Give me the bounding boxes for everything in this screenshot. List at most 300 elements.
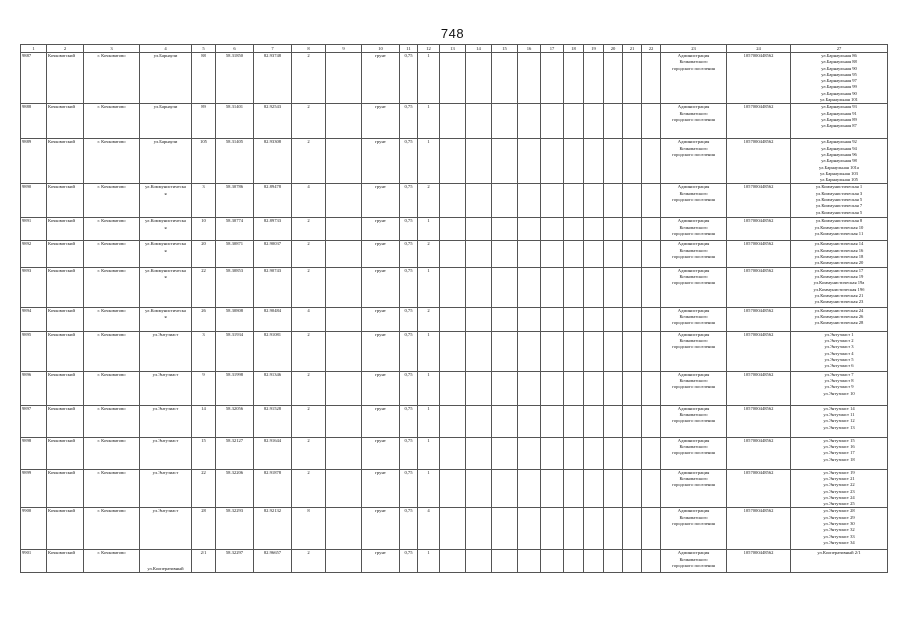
cell-c9 bbox=[326, 218, 362, 241]
cell-line: Кочковатского bbox=[679, 224, 708, 230]
cell-line: Администрация bbox=[677, 550, 710, 556]
cell-c11: 0,75 bbox=[400, 184, 418, 218]
cell-c23 bbox=[661, 331, 727, 371]
cell-c17 bbox=[541, 331, 564, 371]
cell-c2: Кочковатский bbox=[47, 267, 84, 307]
cell-c9 bbox=[326, 550, 362, 573]
cell-c4: ул.Энтузиаст bbox=[140, 331, 192, 371]
cell-line: городского поселения bbox=[672, 280, 715, 286]
cell-c15 bbox=[492, 104, 518, 139]
table-row bbox=[21, 371, 888, 405]
cell-c13 bbox=[440, 139, 466, 184]
cell-c7: 82.93748 bbox=[254, 53, 292, 104]
cell-c16 bbox=[518, 307, 541, 331]
cell-c1: 9891 bbox=[21, 218, 47, 241]
cell-c20 bbox=[604, 405, 623, 437]
cell-c9 bbox=[326, 469, 362, 508]
cell-c24: 1057000448562 bbox=[727, 469, 791, 508]
cell-c24: 1057000448562 bbox=[727, 218, 791, 241]
table-row bbox=[21, 218, 888, 241]
cell-c11: 0,75 bbox=[400, 104, 418, 139]
cell-c22 bbox=[642, 307, 661, 331]
cell-c22 bbox=[642, 405, 661, 437]
table-row bbox=[21, 331, 888, 371]
cell-line: ул.Барнаульная 90 bbox=[821, 65, 857, 71]
cell-c10: грунт bbox=[362, 267, 400, 307]
cell-c23 bbox=[661, 508, 727, 550]
cell-c16 bbox=[518, 437, 541, 469]
cell-c19 bbox=[584, 241, 604, 267]
table-row bbox=[21, 184, 888, 218]
cell-c5: 10 bbox=[192, 218, 216, 241]
cell-c19 bbox=[584, 218, 604, 241]
cell-c5: 89 bbox=[192, 104, 216, 139]
cell-c12: 1 bbox=[418, 139, 440, 184]
cell-c6: 58.30853 bbox=[216, 267, 254, 307]
cell-c18 bbox=[564, 405, 584, 437]
cell-c13 bbox=[440, 104, 466, 139]
cell-c27 bbox=[791, 53, 888, 104]
cell-line: ул.Энтузиаст 21 bbox=[823, 475, 855, 481]
cell-line: ул.Барнаульная 92 bbox=[821, 139, 857, 145]
cell-c10: грунт bbox=[362, 307, 400, 331]
cell-c9 bbox=[326, 267, 362, 307]
cell-c24: 1057000448562 bbox=[727, 550, 791, 573]
cell-line: Кочковатского bbox=[679, 411, 708, 417]
cell-line: ул.Коммунистическая 5 bbox=[815, 197, 863, 203]
table-row bbox=[21, 307, 888, 331]
cell-line: ул.Энтузиаст 34 bbox=[823, 539, 855, 545]
cell-c20 bbox=[604, 184, 623, 218]
cell-c5: 20 bbox=[192, 241, 216, 267]
cell-c13 bbox=[440, 550, 466, 573]
cell-c14 bbox=[466, 53, 492, 104]
cell-line: ул.Коммунистическа bbox=[145, 307, 186, 313]
table-row bbox=[21, 267, 888, 307]
cell-c17 bbox=[541, 405, 564, 437]
cell-c19 bbox=[584, 508, 604, 550]
cell-c19 bbox=[584, 405, 604, 437]
cell-line: ул.Энтузиаст 14 bbox=[823, 405, 855, 411]
cell-c2: Кочковатский bbox=[47, 307, 84, 331]
cell-c5: 88 bbox=[192, 53, 216, 104]
cell-c18 bbox=[564, 307, 584, 331]
cell-c4 bbox=[140, 307, 192, 331]
cell-c4: ул.Энтузиаст bbox=[140, 437, 192, 469]
cell-c3: г. Кочковатово bbox=[84, 405, 140, 437]
cell-c16 bbox=[518, 331, 541, 371]
cell-c17 bbox=[541, 371, 564, 405]
cell-line: ул.Барнаульная 89 bbox=[821, 116, 857, 122]
cell-c14 bbox=[466, 218, 492, 241]
cell-c19 bbox=[584, 184, 604, 218]
cell-line: ул.Энтузиаст 7 bbox=[824, 371, 854, 377]
cell-c14 bbox=[466, 267, 492, 307]
cell-c12: 2 bbox=[418, 241, 440, 267]
cell-line: ул.Коммунистическая 24 bbox=[814, 307, 864, 313]
cell-c24: 1057000448562 bbox=[727, 241, 791, 267]
cell-c23 bbox=[661, 104, 727, 139]
column-header: 13 bbox=[440, 45, 466, 53]
column-header: 22 bbox=[642, 45, 661, 53]
cell-c11: 0,75 bbox=[400, 371, 418, 405]
cell-c2: Кочковатский bbox=[47, 139, 84, 184]
cell-line: городского поселения bbox=[672, 320, 715, 326]
cell-c27 bbox=[791, 267, 888, 307]
cell-c8: 2 bbox=[292, 218, 326, 241]
cell-c1: 9895 bbox=[21, 331, 47, 371]
column-header: 18 bbox=[564, 45, 584, 53]
cell-c1: 9890 bbox=[21, 184, 47, 218]
cell-line: ул.Энтузиаст 5 bbox=[824, 356, 854, 362]
cell-c15 bbox=[492, 53, 518, 104]
cell-line: ул.Энтузиаст 15 bbox=[823, 437, 855, 443]
column-header: 17 bbox=[541, 45, 564, 53]
cell-c27 bbox=[791, 184, 888, 218]
cell-line: ул.Коммунистическая 19б bbox=[813, 286, 865, 292]
cell-c20 bbox=[604, 469, 623, 508]
cell-line: ул.Энтузиаст 28 bbox=[823, 508, 855, 514]
cell-line: ул.Энтузиаст 19 bbox=[823, 469, 855, 475]
cell-c20 bbox=[604, 437, 623, 469]
cell-c11: 0,75 bbox=[400, 469, 418, 508]
cell-c24: 1057000448562 bbox=[727, 437, 791, 469]
cell-line: ул.Энтузиаст 11 bbox=[823, 411, 855, 417]
cell-c10: грунт bbox=[362, 550, 400, 573]
cell-line: ул.Коммунистическая 7 bbox=[815, 203, 863, 209]
cell-c8: 4 bbox=[292, 184, 326, 218]
cell-c2: Кочковатский bbox=[47, 469, 84, 508]
cell-c23 bbox=[661, 550, 727, 573]
cell-c3: г. Кочковатово bbox=[84, 218, 140, 241]
cell-c6: 58.32293 bbox=[216, 508, 254, 550]
table-row bbox=[21, 241, 888, 267]
cell-c9 bbox=[326, 184, 362, 218]
cell-line: ул.Энтузиаст 4 bbox=[824, 350, 854, 356]
cell-c18 bbox=[564, 508, 584, 550]
cell-c20 bbox=[604, 307, 623, 331]
cell-c8: 2 bbox=[292, 469, 326, 508]
cell-line: городского поселения bbox=[672, 450, 715, 456]
cell-c2: Кочковатский bbox=[47, 508, 84, 550]
cell-c4: ул.Энтузиаст bbox=[140, 469, 192, 508]
cell-c16 bbox=[518, 139, 541, 184]
cell-line: ул.Коммунистическая 19 bbox=[814, 273, 864, 279]
cell-c7: 82.90484 bbox=[254, 307, 292, 331]
cell-c6: 58.31401 bbox=[216, 104, 254, 139]
cell-c14 bbox=[466, 241, 492, 267]
cell-line: городского поселения bbox=[672, 344, 715, 350]
cell-c18 bbox=[564, 267, 584, 307]
cell-line: городского поселения bbox=[672, 65, 715, 71]
cell-line: Администрация bbox=[677, 53, 710, 58]
cell-line: ул.Коммунистическая 26 bbox=[814, 313, 864, 319]
cell-line: ул.Коммунистическая 1 bbox=[815, 184, 863, 190]
cell-c27 bbox=[791, 331, 888, 371]
cell-c23 bbox=[661, 405, 727, 437]
cell-c6: 58.32127 bbox=[216, 437, 254, 469]
cell-line: ул.Энтузиаст 6 bbox=[824, 363, 854, 369]
cell-c17 bbox=[541, 307, 564, 331]
cell-line: я bbox=[164, 313, 167, 319]
cell-line: ул.Барнаульная 95 bbox=[821, 71, 857, 77]
cell-c6: 58.31998 bbox=[216, 371, 254, 405]
cell-line: ул.Коммунистическая 8 bbox=[815, 218, 863, 224]
cell-c16 bbox=[518, 218, 541, 241]
cell-c6: 58.30786 bbox=[216, 184, 254, 218]
cell-c22 bbox=[642, 550, 661, 573]
cell-c12: 1 bbox=[418, 371, 440, 405]
cell-c23 bbox=[661, 469, 727, 508]
cell-line: Администрация bbox=[677, 508, 710, 514]
cell-c20 bbox=[604, 331, 623, 371]
cell-c1: 9898 bbox=[21, 437, 47, 469]
cell-c17 bbox=[541, 550, 564, 573]
cell-line: Кочковатского bbox=[679, 337, 708, 343]
cell-c21 bbox=[623, 139, 642, 184]
cell-line: Администрация bbox=[677, 184, 710, 190]
cell-line: ул.Коммунистическая 3 bbox=[815, 190, 863, 196]
cell-line: ул.Энтузиаст 25 bbox=[823, 501, 855, 507]
column-header: 10 bbox=[362, 45, 400, 53]
header-row bbox=[21, 45, 888, 53]
cell-c21 bbox=[623, 53, 642, 104]
cell-line: городского поселения bbox=[672, 151, 715, 157]
cell-c12: 1 bbox=[418, 53, 440, 104]
cell-c8: 2 bbox=[292, 241, 326, 267]
cell-c3: г. Кочковатово bbox=[84, 508, 140, 550]
cell-c15 bbox=[492, 405, 518, 437]
cell-c24: 1057000448562 bbox=[727, 508, 791, 550]
cell-c4: ул.Барнаули bbox=[140, 53, 192, 104]
cell-c3: г. Кочковатово bbox=[84, 437, 140, 469]
cell-c17 bbox=[541, 508, 564, 550]
cell-c10: грунт bbox=[362, 184, 400, 218]
cell-c17 bbox=[541, 53, 564, 104]
cell-line: я bbox=[164, 273, 167, 279]
cell-c24: 1057000448562 bbox=[727, 331, 791, 371]
cell-line: городского поселения bbox=[672, 563, 715, 569]
cell-c1: 9889 bbox=[21, 139, 47, 184]
cell-line: ул.Энтузиаст 13 bbox=[823, 424, 855, 430]
cell-c27 bbox=[791, 139, 888, 184]
cell-c20 bbox=[604, 53, 623, 104]
cell-c10: грунт bbox=[362, 241, 400, 267]
cell-line: Кочковатского bbox=[679, 377, 708, 383]
cell-c3: г. Кочковатово bbox=[84, 331, 140, 371]
cell-c13 bbox=[440, 508, 466, 550]
cell-c13 bbox=[440, 469, 466, 508]
cell-c9 bbox=[326, 53, 362, 104]
cell-c5: 2/1 bbox=[192, 550, 216, 573]
cell-c16 bbox=[518, 184, 541, 218]
cell-c17 bbox=[541, 469, 564, 508]
cell-c23 bbox=[661, 139, 727, 184]
cell-c13 bbox=[440, 331, 466, 371]
cell-c23 bbox=[661, 307, 727, 331]
cell-c9 bbox=[326, 104, 362, 139]
cell-c14 bbox=[466, 405, 492, 437]
cell-c6: 58.30774 bbox=[216, 218, 254, 241]
cell-line: ул.Энтузиаст 2 bbox=[824, 337, 854, 343]
cell-c18 bbox=[564, 469, 584, 508]
cell-line: ул.Барнаульная 94 bbox=[821, 145, 857, 151]
cell-c23 bbox=[661, 371, 727, 405]
cell-c4: ул.Барнаули bbox=[140, 139, 192, 184]
cell-c19 bbox=[584, 267, 604, 307]
cell-c6: 58.31934 bbox=[216, 331, 254, 371]
cell-line: я bbox=[164, 224, 167, 230]
table-row bbox=[21, 53, 888, 104]
cell-line: Администрация bbox=[677, 405, 710, 411]
cell-line: Администрация bbox=[677, 469, 710, 475]
cell-c9 bbox=[326, 307, 362, 331]
cell-c6: 58.32206 bbox=[216, 469, 254, 508]
cell-c18 bbox=[564, 184, 584, 218]
cell-line: ул.Коммунистическая 10 bbox=[814, 224, 864, 230]
cell-line: ул.Энтузиаст 30 bbox=[823, 521, 855, 527]
cell-c1: 9897 bbox=[21, 405, 47, 437]
cell-c11: 0,75 bbox=[400, 405, 418, 437]
cell-c27 bbox=[791, 307, 888, 331]
cell-c20 bbox=[604, 550, 623, 573]
cell-c19 bbox=[584, 371, 604, 405]
cell-c11: 0,75 bbox=[400, 437, 418, 469]
table-row bbox=[21, 469, 888, 508]
cell-c4 bbox=[140, 218, 192, 241]
cell-c11: 0,75 bbox=[400, 307, 418, 331]
cell-c11: 0,75 bbox=[400, 550, 418, 573]
cell-c21 bbox=[623, 241, 642, 267]
cell-c20 bbox=[604, 218, 623, 241]
cell-c2: Кочковатский bbox=[47, 405, 84, 437]
cell-c1: 9893 bbox=[21, 267, 47, 307]
cell-line: ул.Коммунистическая 18 bbox=[814, 254, 864, 260]
cell-c7: 82.91528 bbox=[254, 405, 292, 437]
cell-c22 bbox=[642, 331, 661, 371]
column-header: 19 bbox=[584, 45, 604, 53]
cell-c12: 1 bbox=[418, 550, 440, 573]
cell-c19 bbox=[584, 53, 604, 104]
cell-c10: грунт bbox=[362, 53, 400, 104]
cell-c12: 1 bbox=[418, 405, 440, 437]
cell-c8: 8 bbox=[292, 508, 326, 550]
column-header: 16 bbox=[518, 45, 541, 53]
cell-c16 bbox=[518, 267, 541, 307]
cell-c21 bbox=[623, 508, 642, 550]
cell-c6: 58.32297 bbox=[216, 550, 254, 573]
cell-c20 bbox=[604, 371, 623, 405]
cell-line: ул.Энтузиаст 10 bbox=[823, 390, 855, 396]
cell-c13 bbox=[440, 241, 466, 267]
cell-c16 bbox=[518, 241, 541, 267]
cell-line: Кочковатского bbox=[679, 273, 708, 279]
cell-c1: 9892 bbox=[21, 241, 47, 267]
cell-c24: 1057000448562 bbox=[727, 307, 791, 331]
cell-c12: 1 bbox=[418, 437, 440, 469]
cell-line: ул.Барнаульная 101а bbox=[819, 164, 859, 170]
cell-c18 bbox=[564, 241, 584, 267]
cell-line: ул.Энтузиаст 33 bbox=[823, 533, 855, 539]
cell-c15 bbox=[492, 469, 518, 508]
cell-c12: 4 bbox=[418, 508, 440, 550]
cell-c9 bbox=[326, 405, 362, 437]
cell-c21 bbox=[623, 550, 642, 573]
cell-line: ул.Энтузиаст 1 bbox=[824, 331, 854, 337]
cell-line: ул.Энтузиаст 18 bbox=[823, 456, 855, 462]
cell-line: я bbox=[164, 190, 167, 196]
cell-c22 bbox=[642, 104, 661, 139]
cell-c2: Кочковатский bbox=[47, 218, 84, 241]
cell-c27 bbox=[791, 218, 888, 241]
cell-c16 bbox=[518, 405, 541, 437]
column-header: 2 bbox=[47, 45, 84, 53]
cell-c10: грунт bbox=[362, 139, 400, 184]
cell-line: ул.Энтузиаст 12 bbox=[823, 418, 855, 424]
cell-c5: 9 bbox=[192, 371, 216, 405]
column-header: 1 bbox=[21, 45, 47, 53]
cell-line: Администрация bbox=[677, 371, 710, 377]
cell-c17 bbox=[541, 241, 564, 267]
cell-c6: 58.30808 bbox=[216, 307, 254, 331]
cell-c7: 82.96657 bbox=[254, 550, 292, 573]
cell-c14 bbox=[466, 371, 492, 405]
cell-c15 bbox=[492, 550, 518, 573]
cell-line: Администрация bbox=[677, 104, 710, 110]
column-header: 12 bbox=[418, 45, 440, 53]
cell-c17 bbox=[541, 139, 564, 184]
cell-c8: 2 bbox=[292, 437, 326, 469]
cell-c19 bbox=[584, 104, 604, 139]
cell-line: Кочковатского bbox=[679, 514, 708, 520]
cell-c4 bbox=[140, 267, 192, 307]
cell-line: Кочковатского bbox=[679, 110, 708, 116]
cell-c4: ул.Энтузиаст bbox=[140, 508, 192, 550]
cell-c7: 82.91878 bbox=[254, 469, 292, 508]
cell-c11: 0,75 bbox=[400, 53, 418, 104]
cell-c21 bbox=[623, 307, 642, 331]
column-header: 5 bbox=[192, 45, 216, 53]
cell-c12: 1 bbox=[418, 331, 440, 371]
cell-line: ул.Коммунистическая 20 bbox=[814, 260, 864, 266]
cell-c24: 1057000448562 bbox=[727, 104, 791, 139]
cell-c27 bbox=[791, 437, 888, 469]
cell-line: ул.Барнаульная 98 bbox=[821, 158, 857, 164]
cell-c4 bbox=[140, 184, 192, 218]
cell-c4: ул.Барнаули bbox=[140, 104, 192, 139]
cell-c22 bbox=[642, 53, 661, 104]
cell-c13 bbox=[440, 405, 466, 437]
cell-c23 bbox=[661, 53, 727, 104]
cell-c13 bbox=[440, 437, 466, 469]
cell-c3: г. Кочковатово bbox=[84, 267, 140, 307]
cell-c5: 22 bbox=[192, 469, 216, 508]
cell-c8: 2 bbox=[292, 267, 326, 307]
cell-c4: ул.Энтузиаст bbox=[140, 371, 192, 405]
cell-c23 bbox=[661, 267, 727, 307]
cell-c5: 3 bbox=[192, 184, 216, 218]
cell-line: ул.Коммунистическа bbox=[145, 267, 186, 273]
cell-line: ул.Коммунистическа bbox=[145, 218, 186, 224]
cell-line: Администрация bbox=[677, 331, 710, 337]
cell-c8: 4 bbox=[292, 307, 326, 331]
cell-c17 bbox=[541, 267, 564, 307]
cell-c3: г. Кочковатово bbox=[84, 139, 140, 184]
column-header: 6 bbox=[216, 45, 254, 53]
cell-c2: Кочковатский bbox=[47, 241, 84, 267]
cell-c11: 0,75 bbox=[400, 267, 418, 307]
cell-c19 bbox=[584, 331, 604, 371]
